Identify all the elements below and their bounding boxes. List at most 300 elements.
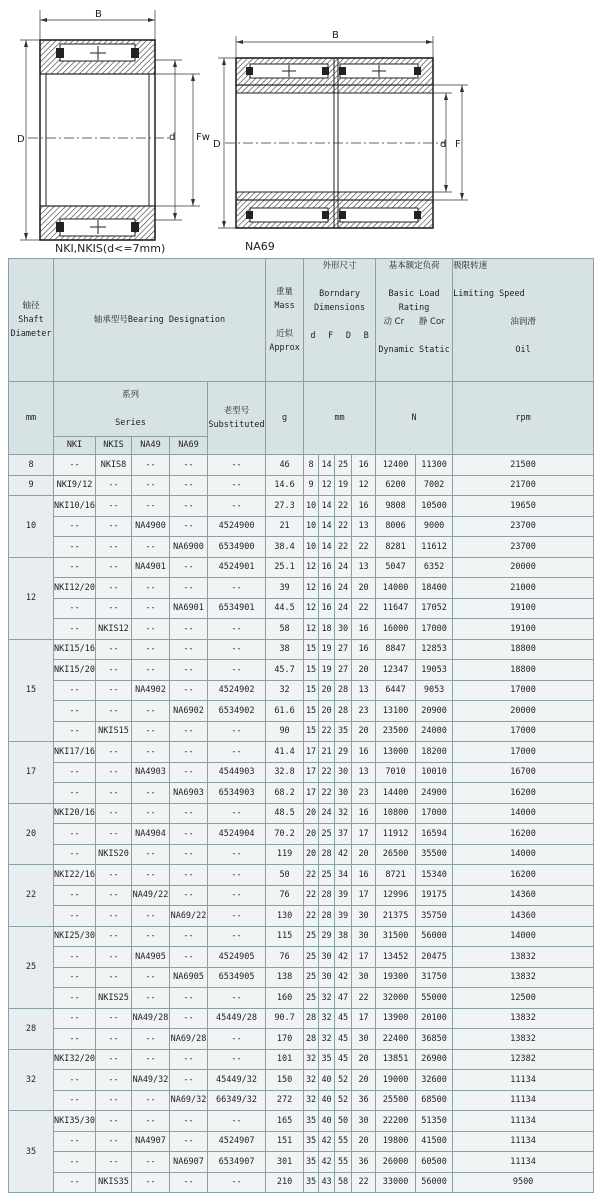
cell-na69: NA69/28 (170, 1029, 208, 1050)
cell-na49: -- (132, 906, 170, 927)
cell-d: 12 (304, 557, 319, 578)
cell-nki: -- (54, 598, 96, 619)
cell-F: 30 (319, 947, 335, 968)
cell-static-cor: 16594 (416, 824, 453, 845)
header-substituted: 老型号 Substituted (208, 382, 266, 455)
cell-static-cor: 35500 (416, 844, 453, 865)
cell-substituted: 4524904 (208, 824, 266, 845)
table-row (9, 578, 594, 599)
cell-substituted: 6534901 (208, 598, 266, 619)
cell-nkis: NKIS12 (96, 619, 132, 640)
cell-B: 30 (352, 926, 376, 947)
cell-d: 22 (304, 906, 319, 927)
cell-F: 24 (319, 803, 335, 824)
cell-na69: -- (170, 496, 208, 517)
cell-nki: -- (54, 906, 96, 927)
cell-nki: -- (54, 947, 96, 968)
cell-B: 12 (352, 475, 376, 496)
cell-nkis: -- (96, 1131, 132, 1152)
cell-F: 20 (319, 701, 335, 722)
cell-B: 30 (352, 1111, 376, 1132)
cell-na69: -- (170, 988, 208, 1009)
cell-substituted: 4524902 (208, 680, 266, 701)
cell-oil-speed: 19100 (453, 619, 594, 640)
cell-na69: -- (170, 1172, 208, 1193)
cell-na49: -- (132, 1111, 170, 1132)
unit-load: N (376, 382, 453, 455)
series-nkis: NKIS (96, 437, 132, 455)
cell-na69: -- (170, 1070, 208, 1091)
cell-static-cor: 68500 (416, 1090, 453, 1111)
cell-B: 17 (352, 885, 376, 906)
cell-B: 16 (352, 455, 376, 476)
cell-na49: -- (132, 844, 170, 865)
cell-static-cor: 12853 (416, 639, 453, 660)
cell-nkis: -- (96, 639, 132, 660)
cell-dynamic-cr: 32000 (376, 988, 416, 1009)
cell-d: 22 (304, 865, 319, 886)
cell-d: 15 (304, 680, 319, 701)
cell-mass: 68.2 (266, 783, 304, 804)
cell-oil-speed: 17000 (453, 680, 594, 701)
cell-F: 28 (319, 844, 335, 865)
cell-nkis: -- (96, 906, 132, 927)
cell-d: 32 (304, 1070, 319, 1091)
header-mass: 重量 Mass 近似 Approx (266, 259, 304, 382)
cell-na69: NA69/22 (170, 906, 208, 927)
cell-mass: 151 (266, 1131, 304, 1152)
cell-B: 23 (352, 783, 376, 804)
cell-d: 25 (304, 967, 319, 988)
cell-nkis: -- (96, 496, 132, 517)
cell-substituted: 4544903 (208, 762, 266, 783)
cell-na69: NA69/32 (170, 1090, 208, 1111)
cell-na69: -- (170, 1049, 208, 1070)
cell-oil-speed: 18800 (453, 639, 594, 660)
cell-B: 20 (352, 1049, 376, 1070)
unit-speed: rpm (453, 382, 594, 455)
cell-nki: -- (54, 455, 96, 476)
series-na49: NA49 (132, 437, 170, 455)
cell-D: 34 (335, 865, 352, 886)
cell-D: 39 (335, 885, 352, 906)
cell-d: 28 (304, 1029, 319, 1050)
cell-D: 50 (335, 1111, 352, 1132)
cell-na49: -- (132, 578, 170, 599)
cell-static-cor: 19053 (416, 660, 453, 681)
cell-substituted: -- (208, 926, 266, 947)
cell-na49: -- (132, 742, 170, 763)
cell-oil-speed: 12500 (453, 988, 594, 1009)
cell-na49: NA4905 (132, 947, 170, 968)
cell-substituted: -- (208, 885, 266, 906)
table-row (9, 824, 594, 845)
cell-substituted: -- (208, 578, 266, 599)
cell-na69: NA6902 (170, 701, 208, 722)
cell-dynamic-cr: 8281 (376, 537, 416, 558)
cell-nki: -- (54, 516, 96, 537)
cell-na49: -- (132, 455, 170, 476)
cell-static-cor: 26900 (416, 1049, 453, 1070)
cell-mass: 27.3 (266, 496, 304, 517)
cell-nki: -- (54, 967, 96, 988)
cell-oil-speed: 14000 (453, 926, 594, 947)
cell-dynamic-cr: 23500 (376, 721, 416, 742)
cell-mass: 70.2 (266, 824, 304, 845)
cell-mass: 272 (266, 1090, 304, 1111)
cell-F: 14 (319, 455, 335, 476)
cell-nkis: -- (96, 1111, 132, 1132)
cell-d: 25 (304, 926, 319, 947)
cell-d: 15 (304, 721, 319, 742)
cell-d: 25 (304, 947, 319, 968)
cell-na49: -- (132, 865, 170, 886)
cell-substituted: 4524901 (208, 557, 266, 578)
cell-na49: NA49/22 (132, 885, 170, 906)
cell-F: 25 (319, 824, 335, 845)
cell-nkis: -- (96, 824, 132, 845)
cell-dynamic-cr: 14000 (376, 578, 416, 599)
shaft-diameter-cell: 9 (9, 475, 54, 496)
cell-na49: NA4901 (132, 557, 170, 578)
table-body (9, 455, 594, 1193)
cell-D: 30 (335, 783, 352, 804)
cell-d: 12 (304, 619, 319, 640)
cell-D: 42 (335, 967, 352, 988)
cell-static-cor: 17000 (416, 619, 453, 640)
cell-substituted: 4524907 (208, 1131, 266, 1152)
cell-static-cor: 41500 (416, 1131, 453, 1152)
cell-nkis: -- (96, 475, 132, 496)
cell-dynamic-cr: 11647 (376, 598, 416, 619)
cell-dynamic-cr: 6447 (376, 680, 416, 701)
table-header (9, 259, 594, 455)
cell-static-cor: 31750 (416, 967, 453, 988)
cell-dynamic-cr: 8847 (376, 639, 416, 660)
cell-static-cor: 19175 (416, 885, 453, 906)
cell-nki: NKI15/20 (54, 660, 96, 681)
nki-dim-fw: Fw (196, 132, 210, 143)
cell-B: 20 (352, 578, 376, 599)
cell-oil-speed: 14000 (453, 803, 594, 824)
table-row (9, 516, 594, 537)
cell-dynamic-cr: 13100 (376, 701, 416, 722)
cell-dynamic-cr: 22200 (376, 1111, 416, 1132)
cell-nki: -- (54, 1172, 96, 1193)
cell-nkis: -- (96, 947, 132, 968)
cell-dynamic-cr: 12400 (376, 455, 416, 476)
cell-D: 55 (335, 1131, 352, 1152)
cell-D: 25 (335, 455, 352, 476)
cell-na49: -- (132, 1172, 170, 1193)
cell-nkis: -- (96, 1008, 132, 1029)
table-row (9, 1090, 594, 1111)
table-row (9, 865, 594, 886)
cell-B: 22 (352, 1172, 376, 1193)
cell-B: 13 (352, 762, 376, 783)
cell-mass: 150 (266, 1070, 304, 1091)
cell-na69: -- (170, 455, 208, 476)
cell-substituted: -- (208, 988, 266, 1009)
cell-F: 35 (319, 1049, 335, 1070)
cell-na49: -- (132, 967, 170, 988)
table-row (9, 557, 594, 578)
cell-D: 47 (335, 988, 352, 1009)
cell-nkis: -- (96, 1090, 132, 1111)
cell-na49: -- (132, 988, 170, 1009)
cell-B: 30 (352, 906, 376, 927)
cell-nkis: NKIS8 (96, 455, 132, 476)
cell-nki: NKI10/16 (54, 496, 96, 517)
cell-static-cor: 55000 (416, 988, 453, 1009)
cell-dynamic-cr: 13000 (376, 742, 416, 763)
shaft-diameter-cell: 20 (9, 803, 54, 865)
header-dimensions: 外形尺寸 Borndary Dimensions d F D B (304, 259, 376, 382)
cell-dynamic-cr: 33000 (376, 1172, 416, 1193)
table-row (9, 721, 594, 742)
cell-nkis: -- (96, 557, 132, 578)
cell-nkis: -- (96, 762, 132, 783)
table-row (9, 475, 594, 496)
cell-dynamic-cr: 25500 (376, 1090, 416, 1111)
cell-nki: -- (54, 885, 96, 906)
cell-mass: 301 (266, 1152, 304, 1173)
cell-substituted: 66349/32 (208, 1090, 266, 1111)
cell-nkis: -- (96, 926, 132, 947)
cell-nkis: -- (96, 660, 132, 681)
cell-static-cor: 20100 (416, 1008, 453, 1029)
cell-F: 22 (319, 762, 335, 783)
cell-na49: NA4903 (132, 762, 170, 783)
cell-mass: 25.1 (266, 557, 304, 578)
cell-oil-speed: 14000 (453, 844, 594, 865)
cell-B: 36 (352, 1090, 376, 1111)
cell-oil-speed: 19650 (453, 496, 594, 517)
table-row (9, 844, 594, 865)
cell-nki: -- (54, 1131, 96, 1152)
cell-D: 30 (335, 619, 352, 640)
cell-na49: -- (132, 537, 170, 558)
cell-na69: NA6900 (170, 537, 208, 558)
cell-na49: -- (132, 1029, 170, 1050)
cell-substituted: -- (208, 865, 266, 886)
table-row (9, 537, 594, 558)
cell-dynamic-cr: 6200 (376, 475, 416, 496)
cell-nkis: NKIS15 (96, 721, 132, 742)
cell-D: 27 (335, 639, 352, 660)
cell-mass: 50 (266, 865, 304, 886)
shaft-diameter-cell: 15 (9, 639, 54, 742)
shaft-diameter-cell: 22 (9, 865, 54, 927)
cell-static-cor: 20475 (416, 947, 453, 968)
cell-static-cor: 9053 (416, 680, 453, 701)
cell-D: 37 (335, 824, 352, 845)
cell-F: 22 (319, 721, 335, 742)
cell-na69: -- (170, 824, 208, 845)
table-row (9, 680, 594, 701)
cell-dynamic-cr: 9808 (376, 496, 416, 517)
cell-D: 28 (335, 680, 352, 701)
cell-oil-speed: 20000 (453, 557, 594, 578)
table-row (9, 885, 594, 906)
cell-B: 16 (352, 803, 376, 824)
table-row (9, 926, 594, 947)
table-row (9, 762, 594, 783)
cell-d: 12 (304, 578, 319, 599)
cell-B: 36 (352, 1152, 376, 1173)
cell-B: 20 (352, 844, 376, 865)
cell-oil-speed: 17000 (453, 721, 594, 742)
cell-B: 20 (352, 1131, 376, 1152)
cell-nkis: -- (96, 516, 132, 537)
cell-B: 16 (352, 742, 376, 763)
cell-B: 23 (352, 701, 376, 722)
header-static: 静 Cor (418, 317, 445, 327)
cell-substituted: 6534905 (208, 967, 266, 988)
cell-d: 28 (304, 1008, 319, 1029)
table-row (9, 1131, 594, 1152)
cell-dynamic-cr: 12347 (376, 660, 416, 681)
header-col-B: B (363, 331, 369, 341)
cell-na49: -- (132, 619, 170, 640)
cell-D: 52 (335, 1070, 352, 1091)
cell-D: 30 (335, 762, 352, 783)
cell-mass: 76 (266, 885, 304, 906)
cell-mass: 45.7 (266, 660, 304, 681)
cell-F: 42 (319, 1131, 335, 1152)
cell-static-cor: 7002 (416, 475, 453, 496)
cell-B: 13 (352, 557, 376, 578)
cell-B: 17 (352, 1008, 376, 1029)
cell-na69: -- (170, 803, 208, 824)
cell-nkis: -- (96, 1152, 132, 1173)
cell-static-cor: 24900 (416, 783, 453, 804)
cell-na49: NA49/32 (132, 1070, 170, 1091)
cell-F: 29 (319, 926, 335, 947)
cell-mass: 44.5 (266, 598, 304, 619)
shaft-diameter-cell: 25 (9, 926, 54, 1008)
cell-na69: -- (170, 639, 208, 660)
cell-D: 24 (335, 557, 352, 578)
cell-na49: -- (132, 1090, 170, 1111)
cell-substituted: -- (208, 1049, 266, 1070)
cell-F: 21 (319, 742, 335, 763)
cell-static-cor: 11300 (416, 455, 453, 476)
cell-nkis: -- (96, 1049, 132, 1070)
cell-mass: 61.6 (266, 701, 304, 722)
cell-D: 22 (335, 496, 352, 517)
table-row (9, 455, 594, 476)
cell-d: 17 (304, 783, 319, 804)
cell-oil-speed: 19100 (453, 598, 594, 619)
cell-nkis: -- (96, 598, 132, 619)
cell-na49: NA4907 (132, 1131, 170, 1152)
cell-na69: NA6907 (170, 1152, 208, 1173)
table-row (9, 1172, 594, 1193)
cell-dynamic-cr: 31500 (376, 926, 416, 947)
cell-oil-speed: 23700 (453, 537, 594, 558)
cell-substituted: 6534907 (208, 1152, 266, 1173)
cell-dynamic-cr: 19000 (376, 1070, 416, 1091)
table-row (9, 496, 594, 517)
table-row (9, 783, 594, 804)
cell-nkis: -- (96, 1070, 132, 1091)
cell-D: 29 (335, 742, 352, 763)
cell-d: 10 (304, 516, 319, 537)
cell-D: 19 (335, 475, 352, 496)
cell-nkis: -- (96, 1029, 132, 1050)
cell-d: 32 (304, 1090, 319, 1111)
cell-nkis: -- (96, 885, 132, 906)
cell-B: 13 (352, 516, 376, 537)
cell-oil-speed: 18800 (453, 660, 594, 681)
cell-B: 20 (352, 660, 376, 681)
cell-B: 16 (352, 496, 376, 517)
cell-nkis: -- (96, 742, 132, 763)
cell-F: 16 (319, 578, 335, 599)
cell-mass: 32 (266, 680, 304, 701)
nki-dim-d: d (169, 132, 176, 143)
cell-nki: -- (54, 1029, 96, 1050)
cell-na69: NA6901 (170, 598, 208, 619)
cell-oil-speed: 20000 (453, 701, 594, 722)
cell-nkis: -- (96, 578, 132, 599)
cell-F: 25 (319, 865, 335, 886)
cell-nkis: -- (96, 783, 132, 804)
cell-na69: -- (170, 660, 208, 681)
cell-dynamic-cr: 13452 (376, 947, 416, 968)
cell-na49: -- (132, 1049, 170, 1070)
cell-na69: -- (170, 844, 208, 865)
cell-substituted: -- (208, 721, 266, 742)
na69-dim-b: B (332, 30, 339, 41)
cell-mass: 130 (266, 906, 304, 927)
cell-nkis: -- (96, 967, 132, 988)
header-shaft: 轴径 Shaft Diameter (9, 259, 54, 382)
cell-oil-speed: 21000 (453, 578, 594, 599)
cell-D: 52 (335, 1090, 352, 1111)
cell-dynamic-cr: 8006 (376, 516, 416, 537)
cell-d: 8 (304, 455, 319, 476)
cell-substituted: -- (208, 619, 266, 640)
cell-nki: NKI20/16 (54, 803, 96, 824)
cell-F: 16 (319, 557, 335, 578)
cell-B: 17 (352, 947, 376, 968)
cell-B: 17 (352, 824, 376, 845)
cell-dynamic-cr: 11912 (376, 824, 416, 845)
cell-na69: NA6903 (170, 783, 208, 804)
cell-d: 20 (304, 824, 319, 845)
cell-static-cor: 36850 (416, 1029, 453, 1050)
cell-D: 58 (335, 1172, 352, 1193)
cell-oil-speed: 14360 (453, 885, 594, 906)
cell-B: 22 (352, 598, 376, 619)
cell-substituted: -- (208, 906, 266, 927)
cell-dynamic-cr: 19300 (376, 967, 416, 988)
cell-d: 35 (304, 1111, 319, 1132)
cell-F: 19 (319, 660, 335, 681)
cell-nki: -- (54, 1152, 96, 1173)
cell-substituted: -- (208, 803, 266, 824)
cell-nkis: -- (96, 537, 132, 558)
cell-nkis: -- (96, 865, 132, 886)
cell-nki: NKI22/16 (54, 865, 96, 886)
cell-substituted: -- (208, 660, 266, 681)
cell-na49: -- (132, 475, 170, 496)
na69-caption: NA69 (245, 240, 275, 253)
cell-F: 14 (319, 516, 335, 537)
cell-static-cor: 56000 (416, 926, 453, 947)
